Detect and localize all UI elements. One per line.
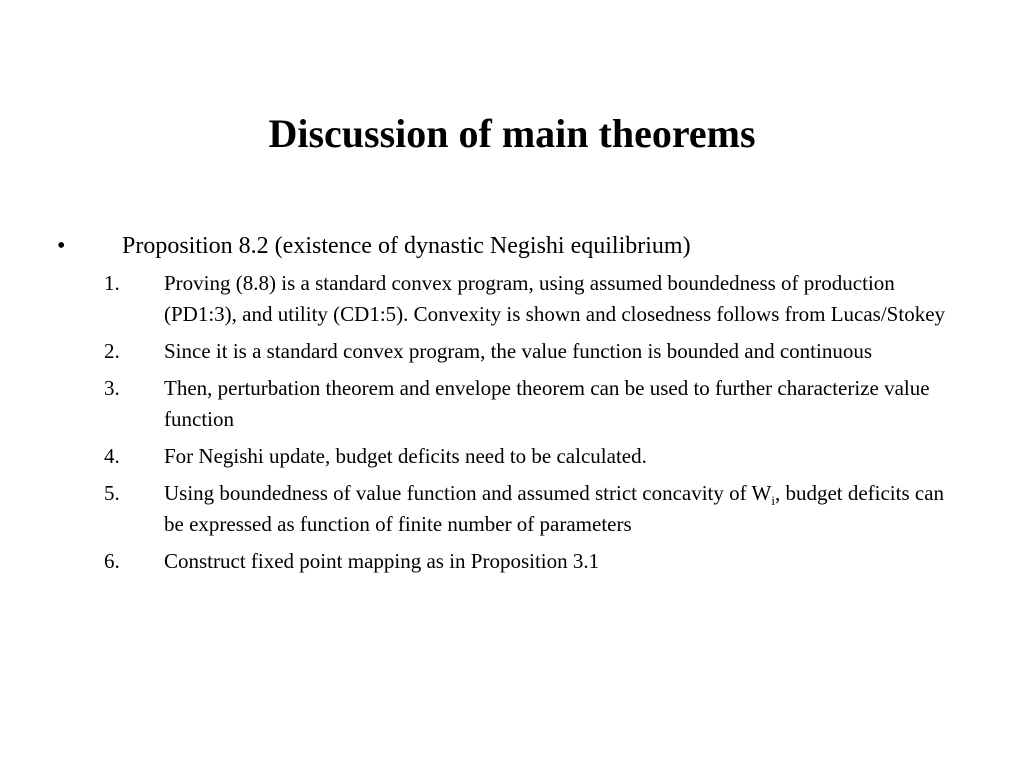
step-number: 2. — [104, 339, 120, 363]
list-item — [0, 441, 1024, 472]
main-bullet — [0, 229, 1024, 263]
list-item — [0, 268, 1024, 330]
step-text: Construct fixed point mapping as in Proposition 3.1 — [164, 549, 600, 573]
list-item — [0, 373, 1024, 435]
slide-title: Discussion of main theorems — [268, 111, 756, 156]
bullet-marker: • — [57, 233, 66, 259]
list-item — [0, 336, 1024, 367]
step-text — [164, 478, 964, 540]
list-item — [0, 478, 1024, 540]
subscript-i: i — [771, 493, 775, 509]
bullet-text: Proposition 8.2 (existence of dynastic Negishi equilibrium) — [122, 233, 691, 259]
step-number: 4. — [104, 444, 120, 468]
step-number: 1. — [104, 271, 120, 295]
step-number: 6. — [104, 549, 120, 573]
step-text: Proving (8.8) is a standard convex program, using assumed boundedness of production (PD1:3), and utility (CD1:5). Convexity is shown and closedness follows from Lucas/Stokey — [164, 271, 946, 326]
step-text: Then, perturbation theorem and envelope theorem can be used to further characterize value function — [164, 376, 930, 431]
step-text-after: , budget deficits can be expressed as function of finite number of parameters — [164, 481, 945, 536]
step-number: 3. — [104, 376, 120, 400]
step-text: For Negishi update, budget deficits need to be calculated. — [164, 444, 647, 468]
steps-list — [0, 268, 1024, 583]
step-number: 5. — [104, 481, 120, 505]
step-text: Since it is a standard convex program, the value function is bounded and continuous — [164, 339, 873, 363]
list-item — [0, 546, 1024, 577]
step-text-before: Using boundedness of value function and assumed strict concavity of W — [164, 481, 772, 505]
